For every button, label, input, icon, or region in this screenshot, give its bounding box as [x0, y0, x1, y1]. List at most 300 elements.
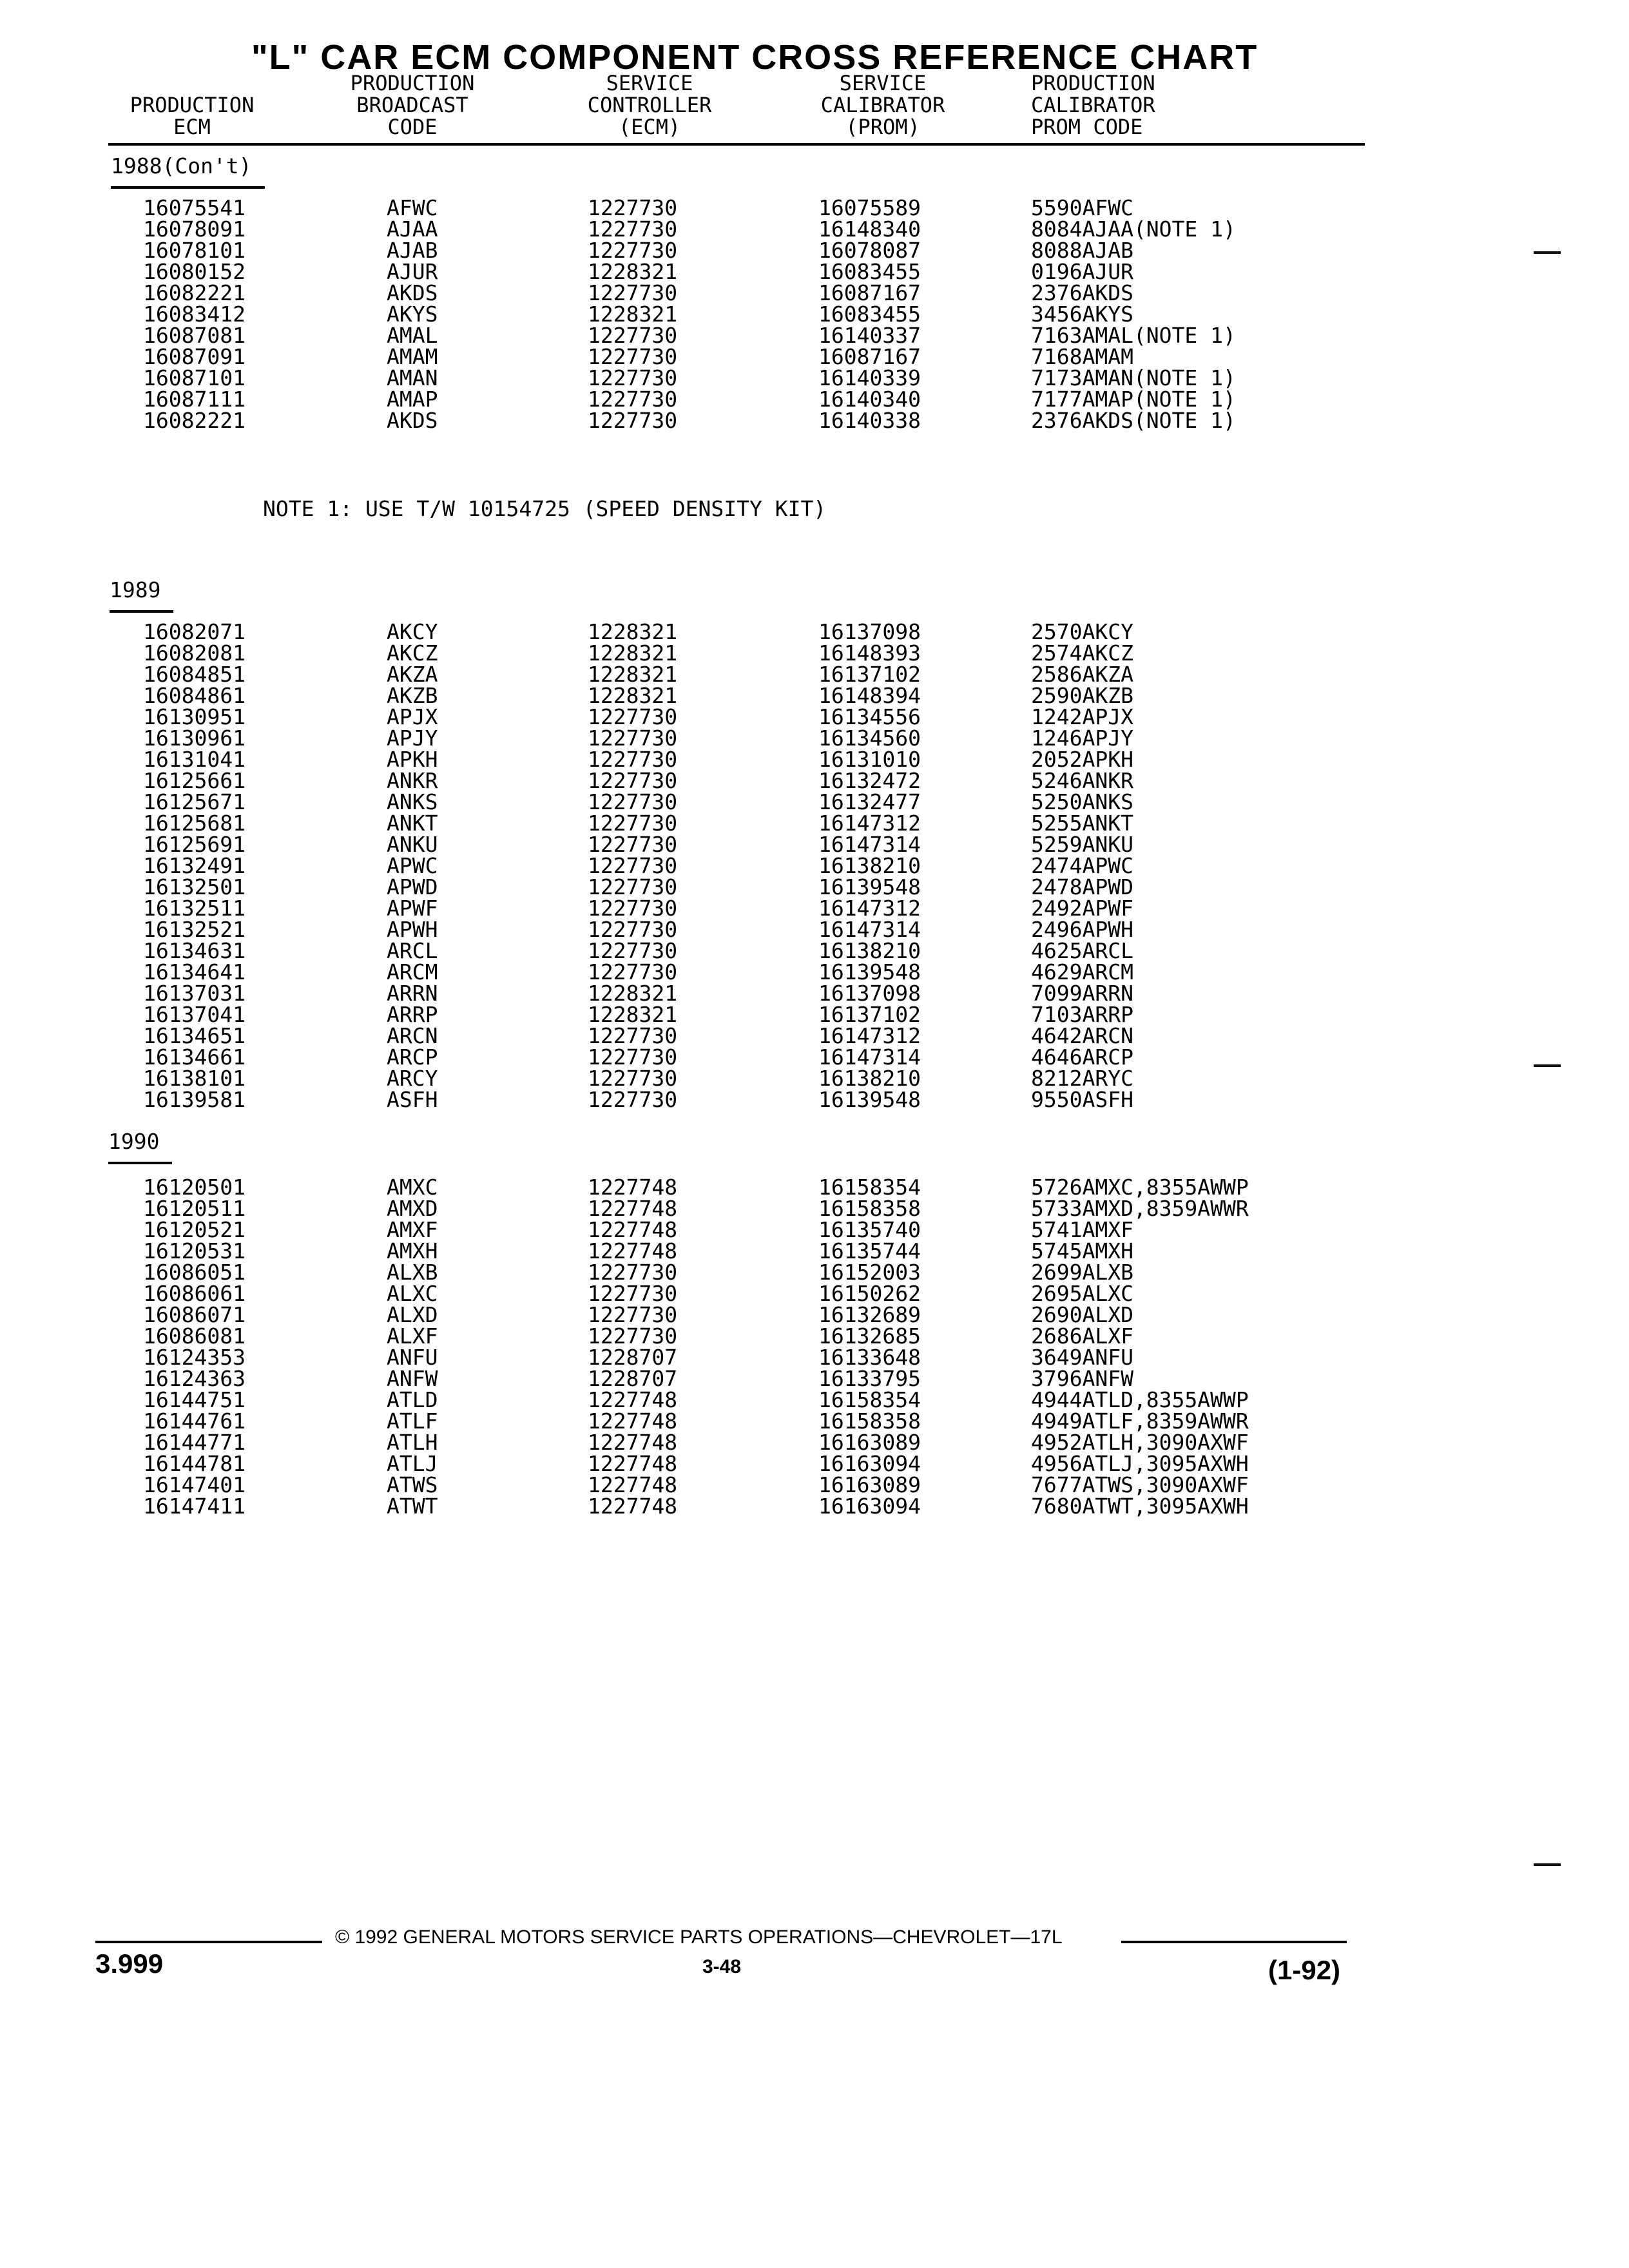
production-ecm-cell: 16078091 [143, 216, 246, 242]
service-calibrator-cell: 16152003 [818, 1260, 921, 1285]
service-controller-cell: 1227730 [588, 280, 678, 305]
production-ecm-cell: 16086061 [143, 1281, 246, 1306]
production-ecm-cell: 16086081 [143, 1323, 246, 1349]
broadcast-code-cell: ANKT [387, 811, 438, 836]
prom-code-cell: 5726AMXC,8355AWWP [1031, 1175, 1249, 1200]
broadcast-code-cell: ANFU [387, 1345, 438, 1370]
service-calibrator-cell: 16163094 [818, 1451, 921, 1476]
prom-code-cell: 4952ATLH,3090AXWF [1031, 1430, 1249, 1455]
production-ecm-cell: 16086051 [143, 1260, 246, 1285]
service-controller-cell: 1227730 [588, 959, 678, 985]
production-ecm-cell: 16087111 [143, 387, 246, 412]
table-row [0, 240, 1629, 261]
prom-code-cell: 5733AMXD,8359AWWR [1031, 1196, 1249, 1221]
service-controller-cell: 1228321 [588, 259, 678, 284]
broadcast-code-cell: APWC [387, 853, 438, 878]
service-controller-cell: 1227730 [588, 387, 678, 412]
prom-code-cell: 7677ATWS,3090AXWF [1031, 1472, 1249, 1497]
service-calibrator-cell: 16158358 [818, 1408, 921, 1434]
service-controller-cell: 1227730 [588, 896, 678, 921]
broadcast-code-cell: AJUR [387, 259, 438, 284]
broadcast-code-cell: AMXF [387, 1217, 438, 1242]
service-controller-cell: 1227730 [588, 811, 678, 836]
section-underline [110, 610, 173, 613]
table-row [0, 1368, 1629, 1389]
broadcast-code-cell: ALXB [387, 1260, 438, 1285]
broadcast-code-cell: AKYS [387, 302, 438, 327]
service-controller-cell: 1228321 [588, 619, 678, 644]
prom-code-cell: 4956ATLJ,3095AXWH [1031, 1451, 1249, 1476]
production-ecm-cell: 16084861 [143, 683, 246, 708]
prom-code-cell: 2492APWF [1031, 896, 1133, 921]
prom-code-cell: 2686ALXF [1031, 1323, 1133, 1349]
broadcast-code-cell: APJY [387, 726, 438, 751]
production-ecm-cell: 16131041 [143, 747, 246, 772]
service-controller-cell: 1227730 [588, 1323, 678, 1349]
prom-code-cell: 7680ATWT,3095AXWH [1031, 1494, 1249, 1519]
service-calibrator-cell: 16158354 [818, 1387, 921, 1412]
service-calibrator-cell: 16083455 [818, 259, 921, 284]
production-ecm-cell: 16134651 [143, 1023, 246, 1048]
production-ecm-cell: 16125661 [143, 768, 246, 793]
prom-code-cell: 4625ARCL [1031, 938, 1133, 963]
table-row [0, 197, 1629, 218]
broadcast-code-cell: AKZB [387, 683, 438, 708]
production-ecm-cell: 16124353 [143, 1345, 246, 1370]
broadcast-code-cell: ATWS [387, 1472, 438, 1497]
service-controller-cell: 1227730 [588, 704, 678, 729]
service-controller-cell: 1228707 [588, 1345, 678, 1370]
prom-code-cell: 5745AMXH [1031, 1238, 1133, 1264]
broadcast-code-cell: ATWT [387, 1494, 438, 1519]
service-controller-cell: 1227730 [588, 1044, 678, 1070]
prom-code-cell: 7163AMAL(NOTE 1) [1031, 323, 1236, 348]
production-ecm-cell: 16125671 [143, 789, 246, 814]
service-controller-cell: 1227730 [588, 768, 678, 793]
production-ecm-cell: 16144781 [143, 1451, 246, 1476]
prom-code-cell: 5259ANKU [1031, 832, 1133, 857]
table-row [0, 898, 1629, 919]
prom-code-cell: 3456AKYS [1031, 302, 1133, 327]
production-ecm-cell: 16120501 [143, 1175, 246, 1200]
service-controller-cell: 1228321 [588, 1002, 678, 1027]
service-controller-cell: 1227748 [588, 1196, 678, 1221]
service-calibrator-cell: 16132472 [818, 768, 921, 793]
service-calibrator-cell: 16134560 [818, 726, 921, 751]
table-row [0, 1198, 1629, 1219]
service-controller-cell: 1227730 [588, 917, 678, 942]
broadcast-code-cell: AMXC [387, 1175, 438, 1200]
broadcast-code-cell: ALXD [387, 1302, 438, 1327]
service-controller-cell: 1227730 [588, 1260, 678, 1285]
table-row [0, 1410, 1629, 1432]
prom-code-cell: 2052APKH [1031, 747, 1133, 772]
column-header-production-calibrator: PRODUCTION CALIBRATOR PROM CODE [1031, 71, 1155, 139]
broadcast-code-cell: AKCZ [387, 640, 438, 666]
broadcast-code-cell: ANFW [387, 1366, 438, 1391]
production-ecm-cell: 16144761 [143, 1408, 246, 1434]
service-calibrator-cell: 16132689 [818, 1302, 921, 1327]
service-calibrator-cell: 16133795 [818, 1366, 921, 1391]
service-controller-cell: 1228321 [588, 981, 678, 1006]
service-calibrator-cell: 16132477 [818, 789, 921, 814]
footer-right-code: (1-92) [1268, 1955, 1341, 1985]
service-controller-cell: 1227748 [588, 1408, 678, 1434]
broadcast-code-cell: ARCP [387, 1044, 438, 1070]
column-header-broadcast-code: PRODUCTION BROADCAST CODE [350, 71, 475, 139]
production-ecm-cell: 16134631 [143, 938, 246, 963]
production-ecm-cell: 16139581 [143, 1087, 246, 1112]
table-1989 [0, 621, 1629, 1110]
footer-copyright: © 1992 GENERAL MOTORS SERVICE PARTS OPERATIONS—CHEVROLET—17L [335, 1927, 1063, 1948]
service-calibrator-cell: 16147314 [818, 832, 921, 857]
prom-code-cell: 2574AKCZ [1031, 640, 1133, 666]
service-controller-cell: 1227730 [588, 938, 678, 963]
broadcast-code-cell: ASFH [387, 1087, 438, 1112]
prom-code-cell: 3649ANFU [1031, 1345, 1133, 1370]
production-ecm-cell: 16137031 [143, 981, 246, 1006]
broadcast-code-cell: APWD [387, 874, 438, 899]
service-controller-cell: 1228321 [588, 683, 678, 708]
broadcast-code-cell: AMAN [387, 365, 438, 390]
prom-code-cell: 2699ALXB [1031, 1260, 1133, 1285]
production-ecm-cell: 16138101 [143, 1066, 246, 1091]
margin-mark [1534, 251, 1561, 254]
section-label-1990: 1990 [108, 1129, 159, 1154]
service-calibrator-cell: 16140339 [818, 365, 921, 390]
prom-code-cell: 7168AMAM [1031, 344, 1133, 369]
production-ecm-cell: 16130961 [143, 726, 246, 751]
broadcast-code-cell: ATLD [387, 1387, 438, 1412]
production-ecm-cell: 16082081 [143, 640, 246, 666]
production-ecm-cell: 16134661 [143, 1044, 246, 1070]
production-ecm-cell: 16130951 [143, 704, 246, 729]
broadcast-code-cell: ATLH [387, 1430, 438, 1455]
production-ecm-cell: 16075541 [143, 195, 246, 220]
prom-code-cell: 4646ARCP [1031, 1044, 1133, 1070]
table-row [0, 727, 1629, 749]
service-controller-cell: 1227730 [588, 726, 678, 751]
service-calibrator-cell: 16140340 [818, 387, 921, 412]
table-row [0, 791, 1629, 812]
service-controller-cell: 1228321 [588, 640, 678, 666]
broadcast-code-cell: APWF [387, 896, 438, 921]
production-ecm-cell: 16132511 [143, 896, 246, 921]
table-row [0, 664, 1629, 685]
prom-code-cell: 4629ARCM [1031, 959, 1133, 985]
footer-page-number: 3-48 [702, 1956, 742, 1977]
table-row [0, 1262, 1629, 1283]
service-calibrator-cell: 16163089 [818, 1472, 921, 1497]
production-ecm-cell: 16132521 [143, 917, 246, 942]
production-ecm-cell: 16132491 [143, 853, 246, 878]
service-controller-cell: 1227730 [588, 874, 678, 899]
note-1: NOTE 1: USE T/W 10154725 (SPEED DENSITY KIT) [263, 496, 827, 521]
broadcast-code-cell: ARRN [387, 981, 438, 1006]
prom-code-cell: 8084AJAA(NOTE 1) [1031, 216, 1236, 242]
table-row [0, 1219, 1629, 1240]
service-calibrator-cell: 16087167 [818, 280, 921, 305]
service-controller-cell: 1227730 [588, 344, 678, 369]
table-row [0, 218, 1629, 240]
production-ecm-cell: 16082221 [143, 280, 246, 305]
service-calibrator-cell: 16138210 [818, 938, 921, 963]
service-calibrator-cell: 16135740 [818, 1217, 921, 1242]
table-row [0, 1304, 1629, 1325]
production-ecm-cell: 16124363 [143, 1366, 246, 1391]
service-controller-cell: 1227730 [588, 747, 678, 772]
table-row [0, 261, 1629, 282]
production-ecm-cell: 16147411 [143, 1494, 246, 1519]
prom-code-cell: 5741AMXF [1031, 1217, 1133, 1242]
broadcast-code-cell: APWH [387, 917, 438, 942]
column-header-production-ecm: PRODUCTION ECM [130, 93, 255, 139]
column-header-service-controller: SERVICE CONTROLLER (ECM) [587, 71, 712, 139]
service-controller-cell: 1227748 [588, 1217, 678, 1242]
broadcast-code-cell: AMXH [387, 1238, 438, 1264]
service-controller-cell: 1227730 [588, 789, 678, 814]
broadcast-code-cell: ATLF [387, 1408, 438, 1434]
service-controller-cell: 1227730 [588, 408, 678, 433]
service-controller-cell: 1227730 [588, 1023, 678, 1048]
service-calibrator-cell: 16135744 [818, 1238, 921, 1264]
prom-code-cell: 5255ANKT [1031, 811, 1133, 836]
table-row [0, 983, 1629, 1004]
margin-mark [1534, 1064, 1561, 1067]
service-calibrator-cell: 16147314 [818, 917, 921, 942]
service-calibrator-cell: 16158354 [818, 1175, 921, 1200]
production-ecm-cell: 16086071 [143, 1302, 246, 1327]
production-ecm-cell: 16125681 [143, 811, 246, 836]
service-controller-cell: 1227730 [588, 832, 678, 857]
footer-rule-left [95, 1941, 322, 1943]
table-row [0, 621, 1629, 642]
service-controller-cell: 1227748 [588, 1238, 678, 1264]
production-ecm-cell: 16147401 [143, 1472, 246, 1497]
table-row [0, 1453, 1629, 1474]
broadcast-code-cell: ARCL [387, 938, 438, 963]
prom-code-cell: 2570AKCY [1031, 619, 1133, 644]
table-row [0, 1495, 1629, 1517]
table-row [0, 812, 1629, 834]
broadcast-code-cell: ARRP [387, 1002, 438, 1027]
service-calibrator-cell: 16137102 [818, 1002, 921, 1027]
service-calibrator-cell: 16147312 [818, 896, 921, 921]
table-row [0, 1325, 1629, 1347]
broadcast-code-cell: AFWC [387, 195, 438, 220]
prom-code-cell: 8212ARYC [1031, 1066, 1133, 1091]
broadcast-code-cell: ANKU [387, 832, 438, 857]
production-ecm-cell: 16087091 [143, 344, 246, 369]
service-calibrator-cell: 16131010 [818, 747, 921, 772]
service-calibrator-cell: 16134556 [818, 704, 921, 729]
service-controller-cell: 1227748 [588, 1387, 678, 1412]
table-row [0, 282, 1629, 303]
prom-code-cell: 2496APWH [1031, 917, 1133, 942]
broadcast-code-cell: ATLJ [387, 1451, 438, 1476]
prom-code-cell: 5246ANKR [1031, 768, 1133, 793]
table-row [0, 410, 1629, 431]
broadcast-code-cell: AKDS [387, 280, 438, 305]
table-1988 [0, 197, 1629, 431]
service-controller-cell: 1227748 [588, 1430, 678, 1455]
broadcast-code-cell: APKH [387, 747, 438, 772]
section-label-1989: 1989 [110, 577, 160, 602]
table-row [0, 346, 1629, 367]
table-row [0, 706, 1629, 727]
service-controller-cell: 1227748 [588, 1472, 678, 1497]
prom-code-cell: 7103ARRP [1031, 1002, 1133, 1027]
service-calibrator-cell: 16148340 [818, 216, 921, 242]
service-controller-cell: 1227730 [588, 853, 678, 878]
table-1990 [0, 1177, 1629, 1517]
broadcast-code-cell: ARCN [387, 1023, 438, 1048]
service-calibrator-cell: 16140337 [818, 323, 921, 348]
service-controller-cell: 1227730 [588, 216, 678, 242]
table-row [0, 1089, 1629, 1110]
service-calibrator-cell: 16139548 [818, 959, 921, 985]
table-row [0, 1025, 1629, 1046]
production-ecm-cell: 16080152 [143, 259, 246, 284]
service-controller-cell: 1227730 [588, 1302, 678, 1327]
service-calibrator-cell: 16133648 [818, 1345, 921, 1370]
service-controller-cell: 1227730 [588, 238, 678, 263]
prom-code-cell: 2695ALXC [1031, 1281, 1133, 1306]
production-ecm-cell: 16134641 [143, 959, 246, 985]
table-row [0, 940, 1629, 961]
table-row [0, 919, 1629, 940]
table-row [0, 1240, 1629, 1262]
table-row [0, 749, 1629, 770]
table-row [0, 389, 1629, 410]
production-ecm-cell: 16125691 [143, 832, 246, 857]
prom-code-cell: 1242APJX [1031, 704, 1133, 729]
table-row [0, 1474, 1629, 1495]
broadcast-code-cell: AJAA [387, 216, 438, 242]
prom-code-cell: 8088AJAB [1031, 238, 1133, 263]
prom-code-cell: 5250ANKS [1031, 789, 1133, 814]
service-controller-cell: 1228707 [588, 1366, 678, 1391]
broadcast-code-cell: ALXC [387, 1281, 438, 1306]
service-calibrator-cell: 16147312 [818, 811, 921, 836]
prom-code-cell: 4949ATLF,8359AWWR [1031, 1408, 1249, 1434]
service-calibrator-cell: 16137098 [818, 619, 921, 644]
prom-code-cell: 0196AJUR [1031, 259, 1133, 284]
prom-code-cell: 4642ARCN [1031, 1023, 1133, 1048]
service-calibrator-cell: 16140338 [818, 408, 921, 433]
table-row [0, 1432, 1629, 1453]
service-calibrator-cell: 16148393 [818, 640, 921, 666]
prom-code-cell: 7099ARRN [1031, 981, 1133, 1006]
broadcast-code-cell: AMAP [387, 387, 438, 412]
table-row [0, 770, 1629, 791]
broadcast-code-cell: ARCM [387, 959, 438, 985]
table-row [0, 855, 1629, 876]
broadcast-code-cell: AKZA [387, 662, 438, 687]
table-row [0, 1283, 1629, 1304]
prom-code-cell: 7173AMAN(NOTE 1) [1031, 365, 1236, 390]
prom-code-cell: 2376AKDS [1031, 280, 1133, 305]
header-divider [108, 143, 1365, 146]
table-row [0, 1389, 1629, 1410]
service-calibrator-cell: 16132685 [818, 1323, 921, 1349]
table-row [0, 1347, 1629, 1368]
prom-code-cell: 1246APJY [1031, 726, 1133, 751]
service-controller-cell: 1227748 [588, 1175, 678, 1200]
service-calibrator-cell: 16139548 [818, 1087, 921, 1112]
broadcast-code-cell: ARCY [387, 1066, 438, 1091]
service-calibrator-cell: 16078087 [818, 238, 921, 263]
service-controller-cell: 1227730 [588, 1087, 678, 1112]
service-controller-cell: 1227730 [588, 1066, 678, 1091]
prom-code-cell: 2474APWC [1031, 853, 1133, 878]
service-controller-cell: 1227730 [588, 323, 678, 348]
production-ecm-cell: 16082071 [143, 619, 246, 644]
production-ecm-cell: 16087081 [143, 323, 246, 348]
service-calibrator-cell: 16137102 [818, 662, 921, 687]
service-calibrator-cell: 16147312 [818, 1023, 921, 1048]
production-ecm-cell: 16120511 [143, 1196, 246, 1221]
section-underline [111, 186, 265, 189]
service-calibrator-cell: 16139548 [818, 874, 921, 899]
service-calibrator-cell: 16158358 [818, 1196, 921, 1221]
table-row [0, 834, 1629, 855]
service-calibrator-cell: 16138210 [818, 1066, 921, 1091]
footer-rule-right [1121, 1941, 1347, 1943]
table-row [0, 1177, 1629, 1198]
service-controller-cell: 1227748 [588, 1494, 678, 1519]
prom-code-cell: 9550ASFH [1031, 1087, 1133, 1112]
prom-code-cell: 2478APWD [1031, 874, 1133, 899]
table-row [0, 1068, 1629, 1089]
service-calibrator-cell: 16163094 [818, 1494, 921, 1519]
broadcast-code-cell: ANKR [387, 768, 438, 793]
prom-code-cell: 4944ATLD,8355AWWP [1031, 1387, 1249, 1412]
prom-code-cell: 7177AMAP(NOTE 1) [1031, 387, 1236, 412]
production-ecm-cell: 16137041 [143, 1002, 246, 1027]
prom-code-cell: 5590AFWC [1031, 195, 1133, 220]
table-row [0, 1004, 1629, 1025]
chart-title: "L" CAR ECM COMPONENT CROSS REFERENCE CHART [251, 38, 1258, 77]
production-ecm-cell: 16083412 [143, 302, 246, 327]
service-controller-cell: 1227730 [588, 1281, 678, 1306]
production-ecm-cell: 16082221 [143, 408, 246, 433]
column-header-service-calibrator: SERVICE CALIBRATOR (PROM) [820, 71, 945, 139]
service-calibrator-cell: 16137098 [818, 981, 921, 1006]
prom-code-cell: 3796ANFW [1031, 1366, 1133, 1391]
service-controller-cell: 1228321 [588, 302, 678, 327]
prom-code-cell: 2690ALXD [1031, 1302, 1133, 1327]
service-calibrator-cell: 16148394 [818, 683, 921, 708]
table-row [0, 367, 1629, 389]
service-calibrator-cell: 16138210 [818, 853, 921, 878]
service-calibrator-cell: 16147314 [818, 1044, 921, 1070]
section-underline [108, 1162, 172, 1164]
production-ecm-cell: 16144771 [143, 1430, 246, 1455]
table-row [0, 876, 1629, 898]
service-calibrator-cell: 16075589 [818, 195, 921, 220]
production-ecm-cell: 16120521 [143, 1217, 246, 1242]
broadcast-code-cell: AKCY [387, 619, 438, 644]
table-row [0, 1046, 1629, 1068]
service-calibrator-cell: 16163089 [818, 1430, 921, 1455]
broadcast-code-cell: ANKS [387, 789, 438, 814]
section-label-1988: 1988(Con't) [111, 153, 252, 178]
service-calibrator-cell: 16087167 [818, 344, 921, 369]
broadcast-code-cell: AMXD [387, 1196, 438, 1221]
service-controller-cell: 1227748 [588, 1451, 678, 1476]
broadcast-code-cell: AKDS [387, 408, 438, 433]
